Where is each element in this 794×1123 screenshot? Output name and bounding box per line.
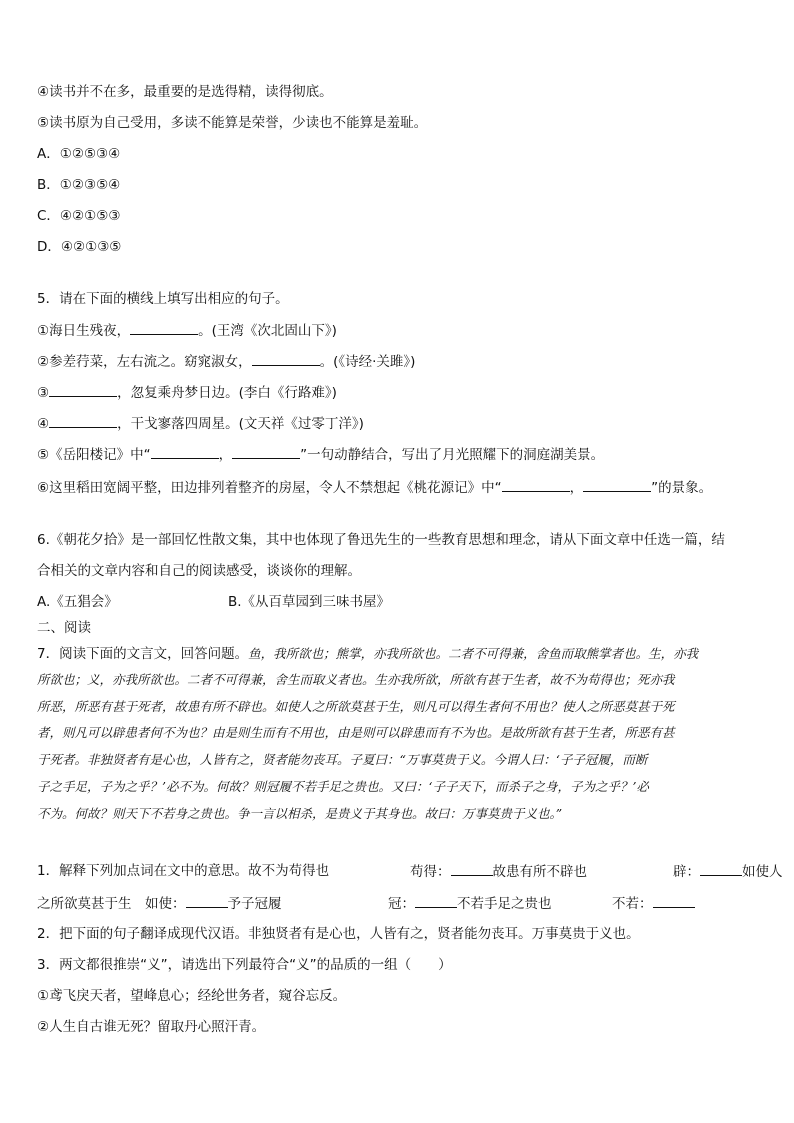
answer-blank[interactable] xyxy=(151,444,219,459)
classical-text-line: 于死者。非独贤者有是心也，人皆有之，贤者能勿丧耳。子夏曰：“万事莫贵于义。今谓人曰：‘子子冠履，而断 xyxy=(37,752,648,767)
q5-sentence-4: ④ ，干戈寥落四周星。(文天祥《过零丁洋》) xyxy=(37,413,364,434)
q5-sentence-3: ③ ，忽复乘舟梦日边。(李白《行路难》) xyxy=(37,382,337,403)
q5-sentence-1: ①海日生残夜， 。(王湾《次北固山下》) xyxy=(37,320,337,341)
q4-option-c: C．④②①⑤③ xyxy=(37,208,121,224)
classical-text-line: 不为。何故？则天下不若身之贵也。争一言以相杀，是贵义于其身也。故曰：万事莫贵于义也。” xyxy=(37,806,563,821)
q6-option-a: A.《五猖会》 xyxy=(37,594,118,610)
q4-option-b: B．①②③⑤④ xyxy=(37,177,121,193)
answer-blank[interactable] xyxy=(583,477,651,492)
answer-blank[interactable] xyxy=(451,861,493,876)
answer-blank[interactable] xyxy=(415,893,457,908)
classical-text-line: 者，则凡可以辟患者何不为也？由是则生而有不用也，由是则可以辟患而有不为也。是故所欲有甚于生者，所恶有甚 xyxy=(37,725,675,740)
q4-item-5: ⑤读书原为自己受用，多读不能算是荣誉，少读也不能算是羞耻。 xyxy=(37,115,428,131)
q7-intro: 7．阅读下面的文言文，回答问题。鱼，我所欲也；熊掌，亦我所欲也。二者不可得兼，舍鱼而取熊掌者也。生，亦我 xyxy=(37,646,699,662)
answer-blank[interactable] xyxy=(49,413,117,428)
q7-sub1-term: 不若： xyxy=(612,893,695,914)
answer-blank[interactable] xyxy=(653,893,695,908)
classical-text-line: 所欲也；义，亦我所欲也。二者不可得兼，舍生而取义者也。生亦我所欲，所欲有甚于生者，故不为苟得也；死亦我 xyxy=(37,672,675,687)
q6-option-b: B.《从百草园到三味书屋》 xyxy=(228,594,391,610)
answer-blank[interactable] xyxy=(502,477,570,492)
answer-blank[interactable] xyxy=(700,861,742,876)
q7-sub1-term: 辟： 如使人 xyxy=(673,861,783,882)
q5-sentence-6: ⑥这里稻田宽阔平整，田边排列着整齐的房屋，令人不禁想起《桃花源记》中“ ， ”的景象。 xyxy=(37,477,712,498)
q7-choice-1: ①鸢飞戾天者，望峰息心；经纶世务者，窥谷忘反。 xyxy=(37,988,347,1004)
q6-line-1: 6.《朝花夕拾》是一部回忆性散文集，其中也体现了鲁迅先生的一些教育思想和理念，请从下面文章中任选一篇，结 xyxy=(37,532,725,548)
q7-sub1-term: 苟得： 故患有所不辟也 xyxy=(410,861,587,882)
answer-blank[interactable] xyxy=(232,444,300,459)
q7-sub1-line2: 之所欲莫甚于生 如使： 予子冠履 xyxy=(37,893,282,914)
q4-option-a: A．①②⑤③④ xyxy=(37,146,121,162)
classical-text-line: 子之手足，子为之乎？’必不为。何故？则冠履不若手足之贵也。又曰：‘子子天下，而杀子之身，子为之乎？’必 xyxy=(37,779,649,794)
q4-item-4: ④读书并不在多，最重要的是选得精，读得彻底。 xyxy=(37,84,333,100)
q7-sub1-line1: 1．解释下列加点词在文中的意思。故不为苟得也 xyxy=(37,863,330,879)
answer-blank[interactable] xyxy=(186,893,228,908)
q7-sub3: 3．两文都很推崇“义”，请选出下列最符合“义”的品质的一组（ ） xyxy=(37,957,452,973)
q4-option-d: D．④②①③⑤ xyxy=(37,239,122,255)
q5-title: 5．请在下面的横线上填写出相应的句子。 xyxy=(37,291,289,307)
q7-sub2: 2．把下面的句子翻译成现代汉语。非独贤者有是心也，人皆有之，贤者能勿丧耳。万事莫贵于义也。 xyxy=(37,926,640,942)
section-heading: 二、阅读 xyxy=(37,620,91,636)
q7-sub1-term: 冠： 不若手足之贵也 xyxy=(388,893,552,914)
classical-text: 鱼，我所欲也；熊掌，亦我所欲也。二者不可得兼，舍鱼而取熊掌者也。生，亦我 xyxy=(248,646,699,661)
q6-line-2: 合相关的文章内容和自己的阅读感受，谈谈你的理解。 xyxy=(37,563,361,579)
answer-blank[interactable] xyxy=(49,382,117,397)
classical-text-line: 所恶，所恶有甚于死者，故患有所不辟也。如使人之所欲莫甚于生，则凡可以得生者何不用也？使人之所恶莫甚于死 xyxy=(37,699,675,714)
q7-choice-2: ②人生自古谁无死？留取丹心照汗青。 xyxy=(37,1019,266,1035)
q5-sentence-2: ②参差荇菜，左右流之。窈窕淑女， 。(《诗经·关雎》) xyxy=(37,351,415,372)
q5-sentence-5: ⑤《岳阳楼记》中“ ， ”一句动静结合，写出了月光照耀下的洞庭湖美景。 xyxy=(37,444,604,465)
answer-blank[interactable] xyxy=(130,320,198,335)
answer-blank[interactable] xyxy=(252,351,320,366)
